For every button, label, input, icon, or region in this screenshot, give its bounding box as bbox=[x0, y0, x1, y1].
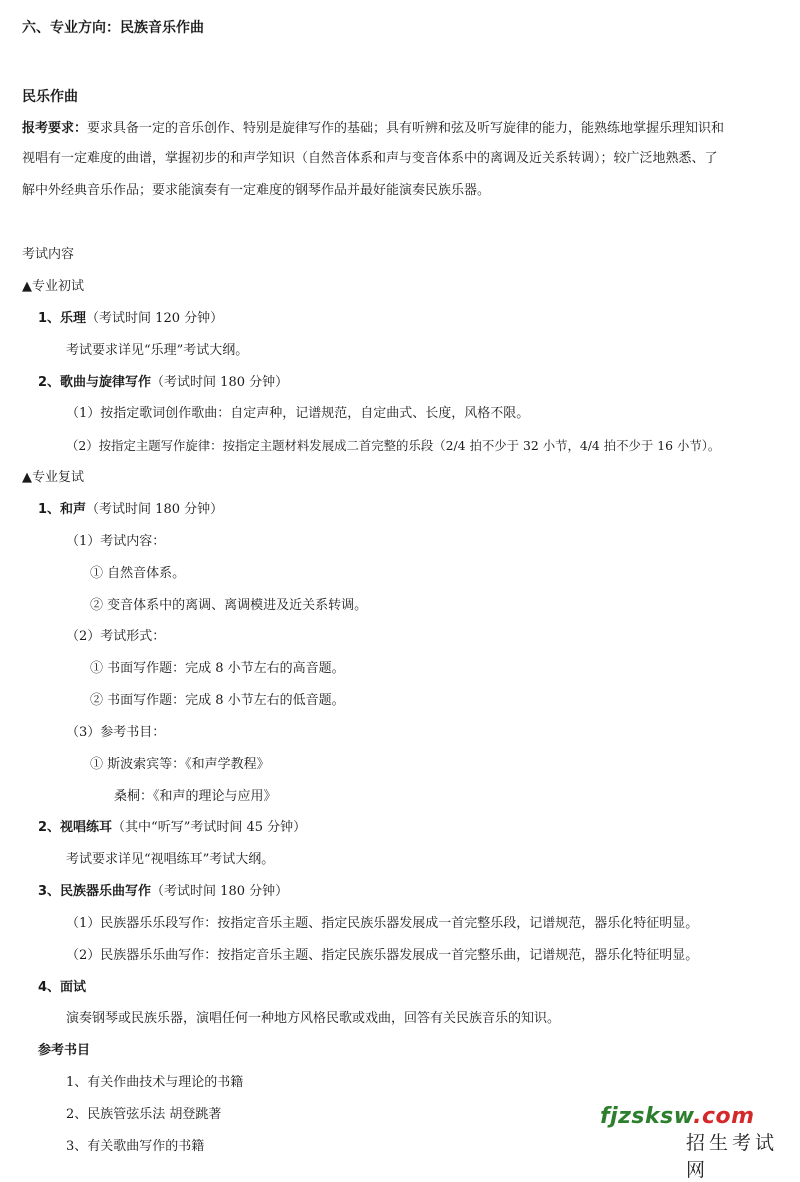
retest-heading: ▲专业复试 bbox=[22, 470, 84, 485]
retest-item-3-sub-2: （2）民族器乐乐曲写作：按指定音乐主题、指定民族乐器发展成一首完整乐曲，记谱规范，器乐化特征明显。 bbox=[66, 948, 699, 963]
retest-item-1: 1、和声（考试时间 180 分钟） bbox=[38, 502, 224, 517]
requirement-line-1: 报考要求：要求具备一定的音乐创作、特别是旋律写作的基础；具有听辨和弦及听写旋律的能力，能熟练地掌握乐理知识和 bbox=[22, 121, 725, 136]
subject-title: 民乐作曲 bbox=[22, 89, 78, 105]
requirement-line-2: 视唱有一定难度的曲谱，掌握初步的和声学知识（自然音体系和声与变音体系中的离调及近关系转调）；较广泛地熟悉、了 bbox=[22, 151, 718, 166]
retest-item-3: 3、民族器乐曲写作（考试时间 180 分钟） bbox=[38, 884, 289, 899]
prelim-heading: ▲专业初试 bbox=[22, 279, 84, 294]
reference-item-3: 3、有关歌曲写作的书籍 bbox=[66, 1139, 205, 1154]
exam-content-heading: 考试内容 bbox=[22, 247, 75, 262]
watermark-domain: fjzsksw.com bbox=[600, 1104, 755, 1129]
prelim-item-2: 2、歌曲与旋律写作（考试时间 180 分钟） bbox=[38, 375, 289, 390]
retest-item-2: 2、视唱练耳（其中“听写”考试时间 45 分钟） bbox=[38, 820, 307, 835]
prelim-item-1: 1、乐理（考试时间 120 分钟） bbox=[38, 311, 224, 326]
retest-item-2-detail: 考试要求详见“视唱练耳”考试大纲。 bbox=[66, 852, 275, 867]
watermark-name: 招生考试网 bbox=[686, 1132, 779, 1181]
retest-item-4-detail: 演奏钢琴或民族乐器，演唱任何一种地方风格民歌或戏曲，回答有关民族音乐的知识。 bbox=[66, 1011, 561, 1026]
prelim-item-2-sub-1: （1）按指定歌词创作歌曲：自定声种，记谱规范，自定曲式、长度，风格不限。 bbox=[66, 406, 530, 421]
retest-item-3-sub-1: （1）民族器乐乐段写作：按指定音乐主题、指定民族乐器发展成一首完整乐段，记谱规范，器乐化特征明显。 bbox=[66, 916, 699, 931]
requirement-label: 报考要求： bbox=[22, 121, 88, 136]
harmony-book-a: ① 斯波索宾等：《和声学教程》 bbox=[90, 757, 270, 772]
references-heading: 参考书目 bbox=[38, 1043, 91, 1058]
reference-item-2: 2、民族管弦乐法 胡登跳著 bbox=[66, 1107, 222, 1122]
harmony-book-b: 桑桐：《和声的理论与应用》 bbox=[114, 789, 277, 804]
retest-item-4: 4、面试 bbox=[38, 980, 87, 995]
harmony-format-a: ① 书面写作题：完成 8 小节左右的高音题。 bbox=[90, 661, 345, 676]
requirement-line-3: 解中外经典音乐作品；要求能演奏有一定难度的钢琴作品并最好能演奏民族乐器。 bbox=[22, 183, 491, 198]
prelim-item-2-sub-2: （2）按指定主题写作旋律：按指定主题材料发展成二首完整的乐段（2/4 拍不少于 32 小节，4/4 拍不少于 16 小节）。 bbox=[66, 438, 721, 453]
harmony-books-label: （3）参考书目： bbox=[66, 725, 166, 740]
prelim-item-1-detail: 考试要求详见“乐理”考试大纲。 bbox=[66, 343, 249, 358]
harmony-content-a: ① 自然音体系。 bbox=[90, 566, 186, 581]
harmony-content-b: ② 变音体系中的离调、离调模进及近关系转调。 bbox=[90, 598, 368, 613]
harmony-format-label: （2）考试形式： bbox=[66, 629, 166, 644]
harmony-format-b: ② 书面写作题：完成 8 小节左右的低音题。 bbox=[90, 693, 345, 708]
reference-item-1: 1、有关作曲技术与理论的书籍 bbox=[66, 1075, 244, 1090]
harmony-content-label: （1）考试内容： bbox=[66, 534, 166, 549]
section-title: 六、专业方向：民族音乐作曲 bbox=[22, 20, 204, 36]
